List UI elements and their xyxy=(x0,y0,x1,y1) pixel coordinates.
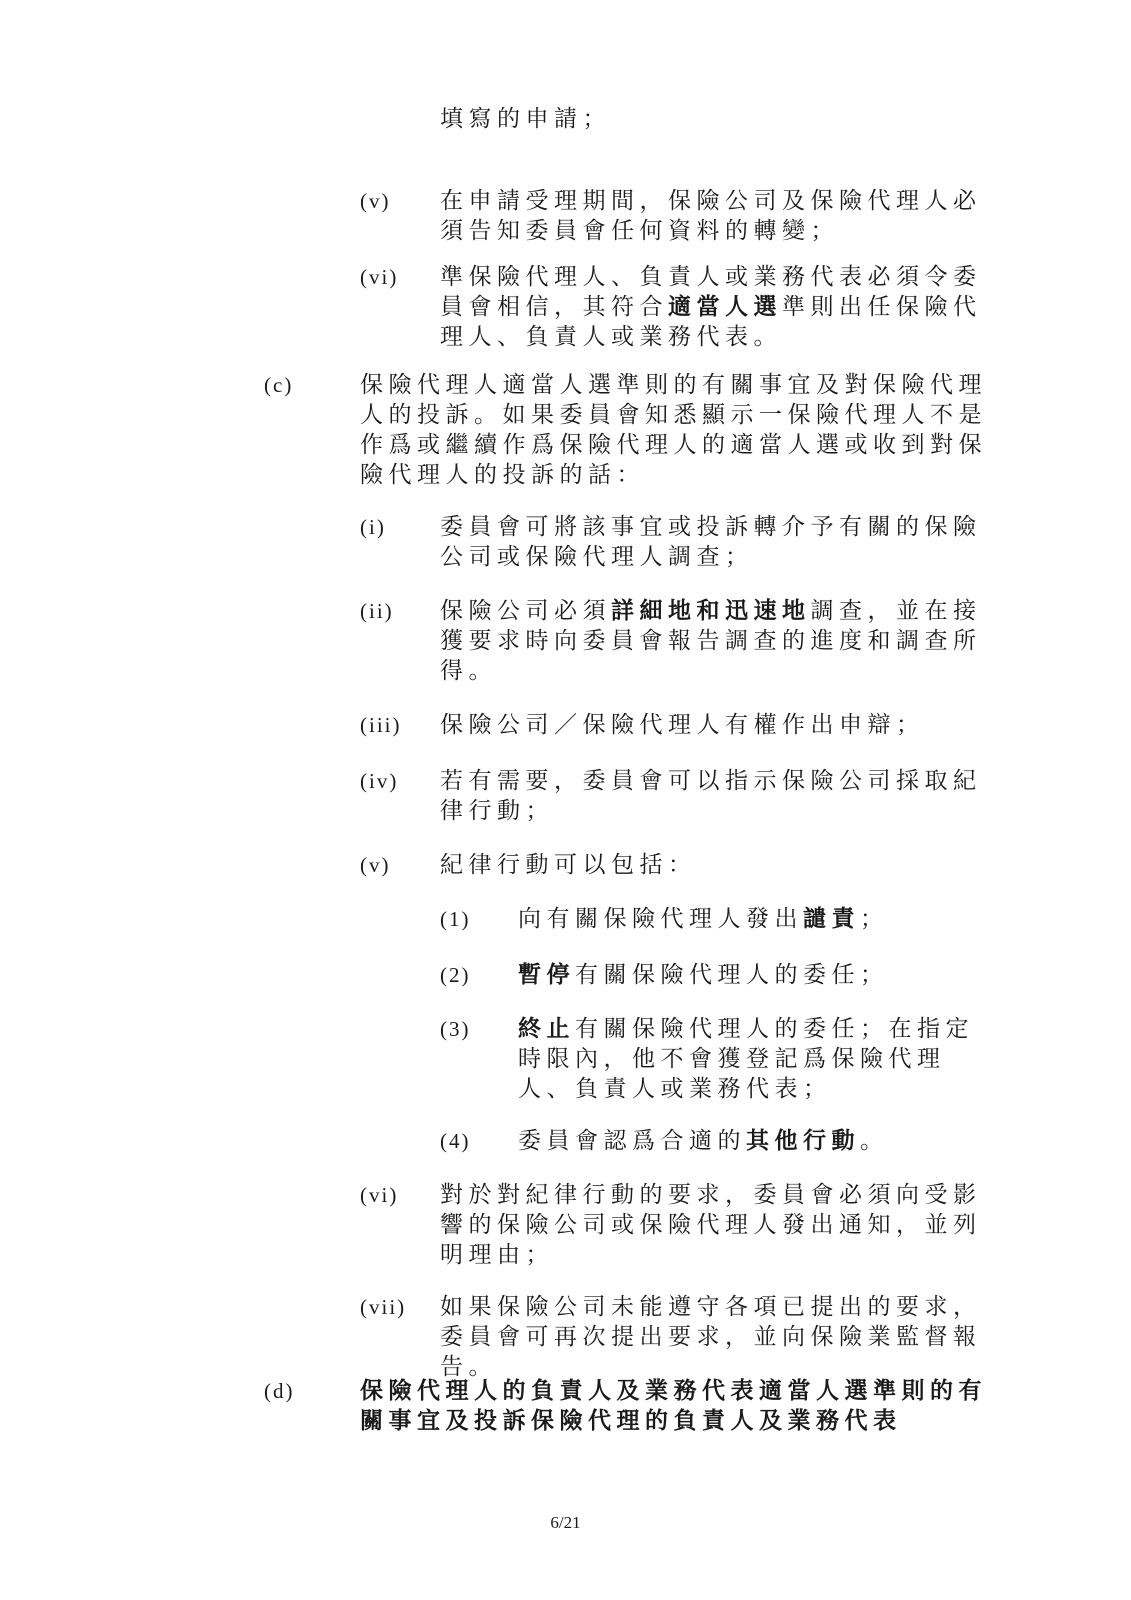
item-text: 對於對紀律行動的要求，委員會必須向受影響的保險公司或保險代理人發出通知，並列明理由； xyxy=(440,1182,982,1268)
item-text xyxy=(518,1126,1000,1156)
text-part: 準保險代理人、負責人或業務代表必須令委員會相信，其符合 xyxy=(440,264,982,320)
bold-term: 譴責 xyxy=(803,905,860,932)
page-number: 6/21 xyxy=(550,1513,581,1532)
bold-term: 暫停 xyxy=(518,961,575,988)
item-label: (3) xyxy=(440,1017,471,1041)
item-label: (2) xyxy=(440,963,471,987)
text-part: ； xyxy=(860,906,889,932)
paragraph-text: 填寫的申請； xyxy=(440,106,611,132)
item-label: (1) xyxy=(440,907,471,931)
item-label: (v) xyxy=(360,189,391,213)
section-heading: 保險代理人的負責人及業務代表適當人選準則的有關事宜及投訴保險代理的負責人及業務代表 xyxy=(360,1377,987,1434)
text-part: 向有關保險代理人發出 xyxy=(518,906,803,932)
item-label: (4) xyxy=(440,1129,471,1153)
text-part: 委員會認爲合適的 xyxy=(518,1128,746,1154)
text-part: 。 xyxy=(860,1128,889,1154)
item-text: 在申請受理期間，保險公司及保險代理人必須告知委員會任何資料的轉變； xyxy=(440,188,982,244)
item-text xyxy=(518,960,1000,990)
bold-term: 適當人選 xyxy=(668,293,782,320)
section-label: (d) xyxy=(264,1379,295,1403)
item-text xyxy=(440,596,1000,686)
item-label: (vi) xyxy=(360,1183,399,1207)
text-part: 準則出任保險代理人、負責人或業務代表。 xyxy=(440,294,982,350)
item-label: (vii) xyxy=(360,1295,407,1319)
section-text: 保險代理人適當人選準則的有關事宜及對保險代理人的投訴。如果委員會知悉顯示一保險代理人不是作爲或繼續作爲保險代理人的適當人選或收到對保險代理人的投訴的話： xyxy=(360,372,987,488)
text-part: 調查，並在接獲要求時向委員會報告調查的進度和調查所得。 xyxy=(440,598,982,684)
item-text xyxy=(518,904,1000,934)
text-part: 保險公司必須 xyxy=(440,598,611,624)
item-label: (i) xyxy=(360,515,386,539)
bold-term: 終止 xyxy=(518,1015,575,1042)
text-part: 有關保險代理人的委任； xyxy=(575,962,889,988)
item-text xyxy=(440,262,1000,352)
item-label: (vi) xyxy=(360,265,399,289)
item-label: (iii) xyxy=(360,713,402,737)
item-text: 如果保險公司未能遵守各項已提出的要求，委員會可再次提出要求，並向保險業監督報告。 xyxy=(440,1294,982,1380)
item-text: 委員會可將該事宜或投訴轉介予有關的保險公司或保險代理人調查； xyxy=(440,514,982,570)
bold-term: 詳細地和迅速地 xyxy=(611,597,811,624)
item-label: (ii) xyxy=(360,599,394,623)
text-part: 有關保險代理人的委任；在指定時限內，他不會獲登記爲保險代理人、負責人或業務代表； xyxy=(518,1016,974,1102)
item-text: 保險公司／保險代理人有權作出申辯； xyxy=(440,712,925,738)
item-text xyxy=(518,1014,1000,1104)
item-text: 紀律行動可以包括： xyxy=(440,852,697,878)
bold-term: 其他行動 xyxy=(746,1127,860,1154)
item-text: 若有需要，委員會可以指示保險公司採取紀律行動； xyxy=(440,768,982,824)
item-label: (iv) xyxy=(360,769,399,793)
section-label: (c) xyxy=(264,373,294,397)
item-label: (v) xyxy=(360,853,391,877)
